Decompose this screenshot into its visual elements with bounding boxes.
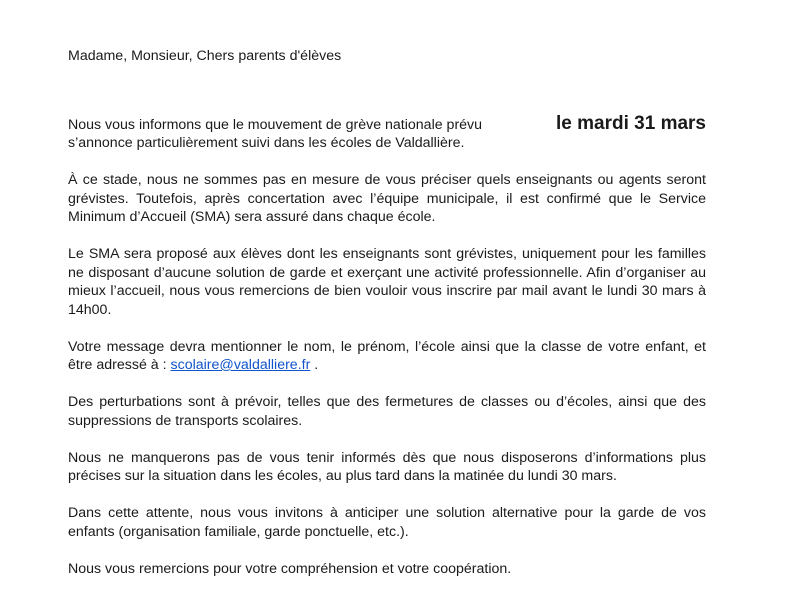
intro-first-line <box>68 112 706 135</box>
paragraph-inform: Nous ne manquerons pas de vous tenir informés dès que nous disposerons d’informations plus précises sur la situation dans les écoles, au plus tard dans la matinée du lundi 30 mars. <box>68 449 706 484</box>
intro-paragraph <box>68 112 706 153</box>
intro-continuation: s’annonce particulièrement suivi dans les écoles de Valdallière. <box>68 135 465 151</box>
paragraph-disruptions: Des perturbations sont à prévoir, telles que des fermetures de classes ou d’écoles, ainsi que des suppressions de transports scolaires. <box>68 394 706 429</box>
paragraph-stage: À ce stade, nous ne sommes pas en mesure de vous préciser quels enseignants ou agents seront grévistes. Toutefois, après concertation avec l’équipe municipale, il est confirmé que le Service Minimum d’Accueil (SMA) sera assuré dans chaque école. <box>68 172 706 225</box>
paragraph-message <box>68 338 706 375</box>
message-text: Votre message devra mentionner le nom, le prénom, l’école ainsi que la classe de votre enfant, et être adressé à : <box>68 338 706 373</box>
paragraph-anticipate: Dans cette attente, nous vous invitons à anticiper une solution alternative pour la garde de vos enfants (organisation familiale, garde ponctuelle, etc.). <box>68 505 706 540</box>
paragraph-sma: Le SMA sera proposé aux élèves dont les enseignants sont grévistes, uniquement pour les familles ne disposant d’aucune solution de garde et exerçant une activité professionnelle. Afin d’organiser au mieux l’accueil, nous vous remercions de bien vouloir vous inscrire par mail avant le lundi 30 mars à 14h00. <box>68 246 706 318</box>
paragraph-thanks: Nous vous remercions pour votre compréhension et votre coopération. <box>68 560 512 577</box>
greeting: Madame, Monsieur, Chers parents d'élèves <box>68 48 342 64</box>
intro-text: Nous vous informons que le mouvement de grève nationale prévu <box>68 116 483 133</box>
email-link[interactable]: scolaire@valdalliere.fr <box>170 357 311 373</box>
letter-body <box>68 47 706 597</box>
strike-date: le mardi 31 mars <box>556 112 706 134</box>
message-end: . <box>310 357 319 373</box>
